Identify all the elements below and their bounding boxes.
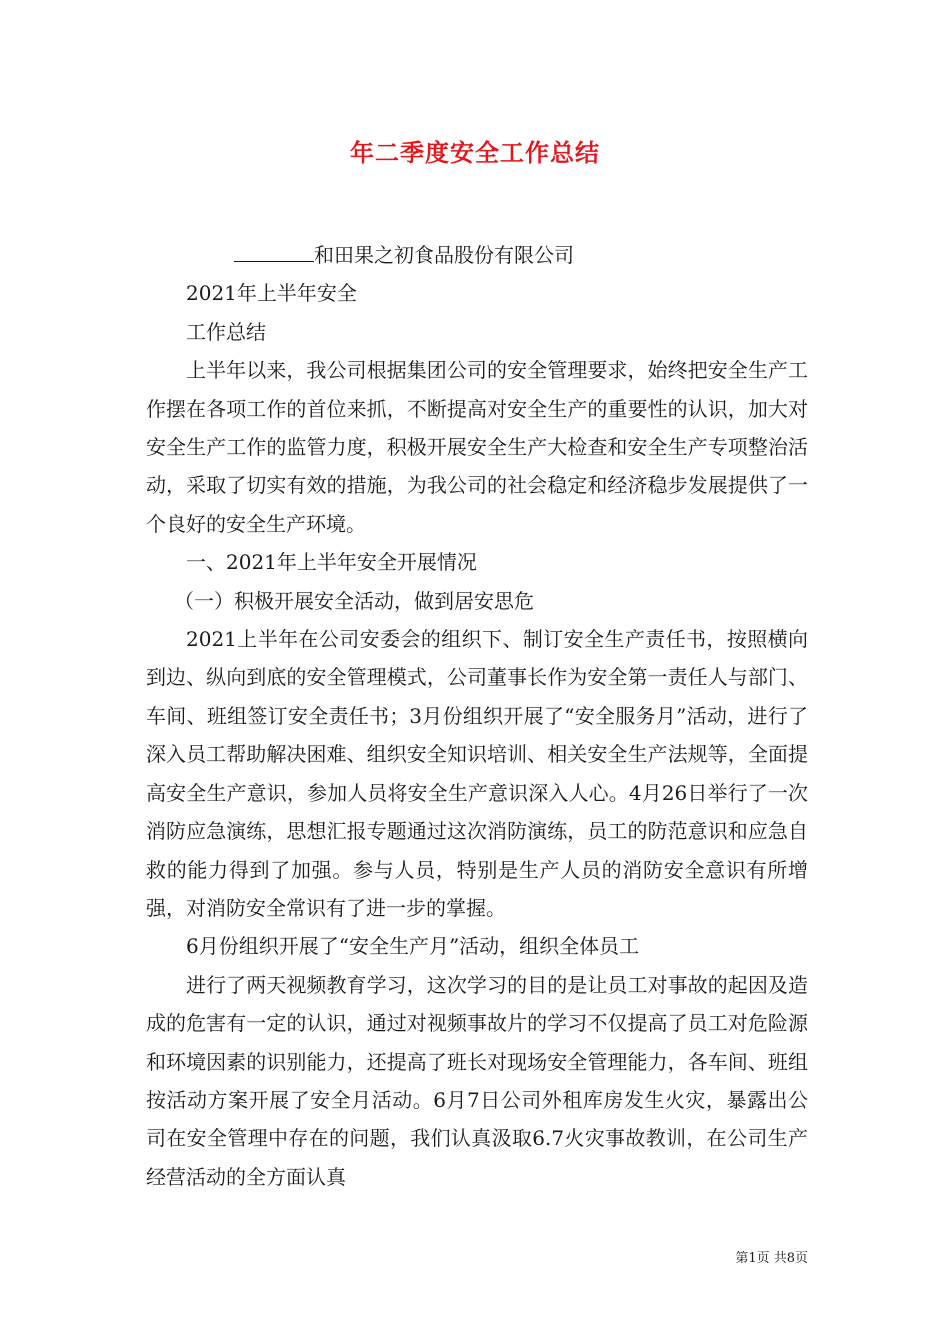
page-number: 第1页 共8页 bbox=[735, 1251, 808, 1266]
company-line bbox=[146, 236, 808, 274]
blank-underline bbox=[234, 241, 314, 262]
section-heading: 一、2021年上半年安全开展情况 bbox=[186, 550, 477, 575]
document-body bbox=[146, 236, 808, 1196]
subsection-heading: （一）积极开展安全活动，做到居安思危 bbox=[174, 588, 534, 613]
heading-line-2: 工作总结 bbox=[186, 319, 266, 344]
document-title: 年二季度安全工作总结 bbox=[350, 138, 600, 167]
paragraph-activities: 2021上半年在公司安委会的组织下、制订安全生产责任书，按照横向到边、纵向到底的安全管理模式，公司董事长作为安全第一责任人与部门、车间、班组签订安全责任书；3月份组织开展了“安全服务月”活动，进行了深入员工帮助解决困难、组织安全知识培训、相关安全生产法规等，全面提高安全生产意识，参加人员将安全生产意识深入人心。4月26日举行了一次消防应急演练，思想汇报专题通过这次消防演练，员工的防范意识和应急自救的能力得到了加强。参与人员，特别是生产人员的消防安全意识有所增强，对消防安全常识有了进一步的掌握。 bbox=[146, 627, 808, 920]
paragraph-intro: 上半年以来，我公司根据集团公司的安全管理要求，始终把安全生产工作摆在各项工作的首位来抓，不断提高对安全生产的重要性的认识，加大对安全生产工作的监管力度，积极开展安全生产大检查和安全生产专项整治活动，采取了切实有效的措施，为我公司的社会稳定和经济稳步发展提供了一个良好的安全生产环境。 bbox=[146, 358, 808, 536]
company-name: 和田果之初食品股份有限公司 bbox=[314, 243, 574, 267]
paragraph-safety-month: 6月份组织开展了“安全生产月”活动，组织全体员工 bbox=[186, 934, 640, 959]
paragraph-video-training: 进行了两天视频教育学习，这次学习的目的是让员工对事故的起因及造成的危害有一定的认识，通过对视频事故片的学习不仅提高了员工对危险源和环境因素的识别能力，还提高了班长对现场安全管理能力，各车间、班组按活动方案开展了安全月活动。6月7日公司外租库房发生火灾，暴露出公司在安全管理中存在的问题，我们认真汲取6.7火灾事故教训，在公司生产经营活动的全方面认真 bbox=[146, 972, 808, 1189]
heading-line-1: 2021年上半年安全 bbox=[186, 281, 357, 306]
